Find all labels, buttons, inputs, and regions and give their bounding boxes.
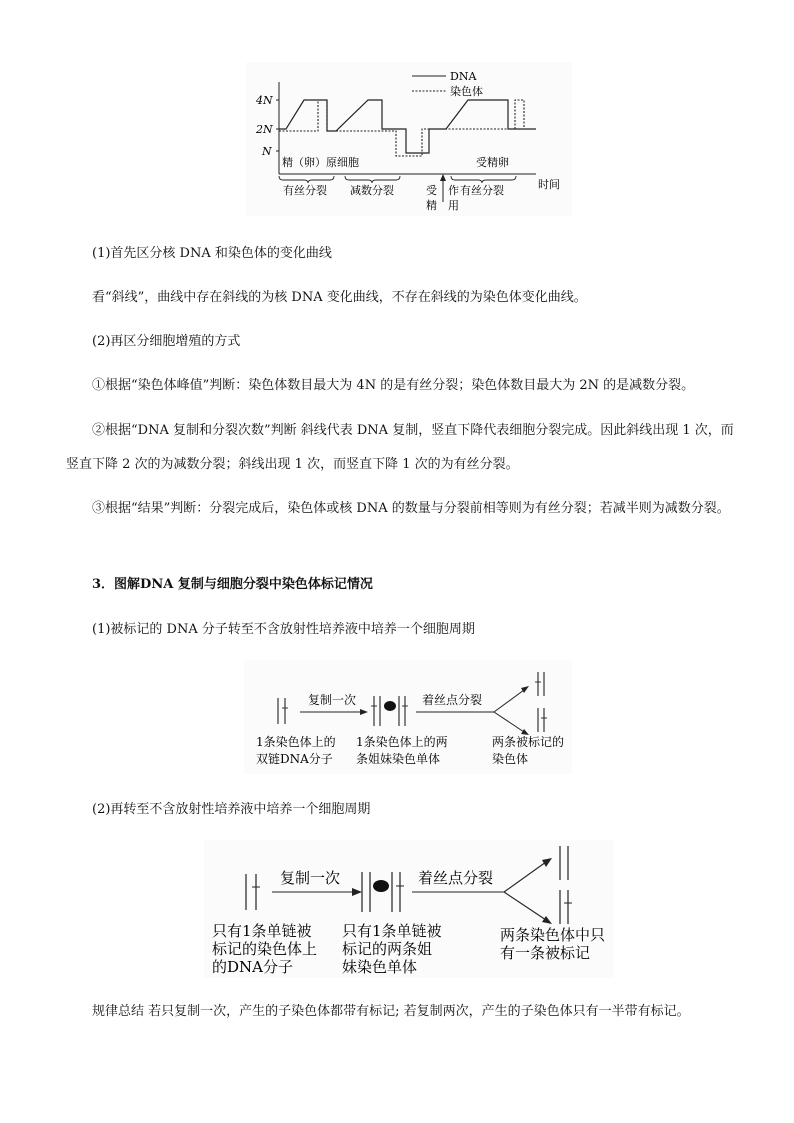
bracket-meiosis: [345, 176, 400, 183]
paragraph-step1-heading: (1)首先区分核 DNA 和染色体的变化曲线: [92, 246, 332, 261]
chromosome-curve: [279, 100, 536, 156]
sister-chromatids: [371, 696, 408, 726]
y-tick-4n: 4N: [256, 94, 273, 107]
caption-dna-l1: 只有1条单链被: [212, 922, 312, 940]
phase-label-fert-1b: 精: [426, 199, 437, 212]
paragraph-method1: ①根据“染色体峰值”判断：染色体数目最大为 4N 的是有丝分裂；染色体数目最大为 2N 的是减数分裂。: [92, 378, 695, 393]
paragraph-rule-summary: 规律总结 若只复制一次，产生的子染色体都带有标记; 若复制两次，产生的子染色体只有一半带有标记。: [92, 1004, 690, 1019]
caption-dna-l1: 1条染色体上的: [256, 735, 336, 749]
legend-chromosome-label: 染色体: [450, 85, 483, 98]
paragraph-step1-body: 看“斜线”，曲线中存在斜线的为核 DNA 变化曲线，不存在斜线的为染色体变化曲线。: [92, 290, 587, 305]
paragraph-method3: ③根据“结果”判断：分裂完成后，染色体或核 DNA 的数量与分裂前相等则为有丝分裂；若减半则为减数分裂。: [92, 501, 730, 516]
dna-single-labeled: [246, 874, 260, 910]
paragraph-case1: (1)被标记的 DNA 分子转至不含放射性培养液中培养一个细胞周期: [92, 622, 475, 637]
region-label-germ-cell: 精（卵）原细胞: [282, 156, 359, 169]
paragraph-method2: ②根据“DNA 复制和分裂次数”判断 斜线代表 DNA 复制，竖直下降代表细胞分裂完成。因此斜线出现 1 次，而竖直下降 2 次的为减数分裂；斜线出现 1 次，而竖直下降 1 次的为有丝分裂。: [66, 423, 734, 472]
caption-chromatids-l3: 妹染色单体: [342, 958, 418, 976]
caption-daughters-l2: 染色体: [492, 752, 529, 766]
caption-dna-l2: 标记的染色体上: [212, 940, 318, 958]
labeling-diagram-cycle2: [204, 840, 614, 978]
paragraph-step2-heading: (2)再区分细胞增殖的方式: [92, 334, 241, 349]
caption-daughters-l2: 有一条被标记: [500, 944, 591, 962]
caption-chromatids-l2: 标记的两条姐: [342, 940, 433, 958]
arrow-split-label: 着丝点分裂: [422, 693, 483, 707]
paragraph-case2: (2)再转至不含放射性培养液中培养一个细胞周期: [92, 802, 371, 817]
bracket-mitosis: [279, 176, 334, 183]
phase-label-mitosis2: 有丝分裂: [460, 184, 504, 197]
y-tick-n: N: [262, 145, 272, 158]
dna-chromosome-curve-chart: [246, 62, 572, 216]
phase-label-fert-1a: 受: [426, 184, 437, 197]
caption-dna-l2: 双链DNA分子: [256, 752, 333, 766]
legend-dna-label: DNA: [450, 70, 477, 83]
arrow-replicate-label: 复制一次: [280, 869, 341, 887]
centromere: [384, 701, 396, 711]
phase-label-fert-2b: 用: [448, 199, 459, 212]
caption-dna-l3: 的DNA分子: [212, 958, 293, 976]
sister-chromatids: [362, 872, 404, 912]
y-tick-2n: 2N: [256, 123, 273, 136]
caption-chromatids-l1: 1条染色体上的两: [356, 735, 448, 749]
centromere: [373, 880, 389, 892]
section-heading-3: 3．图解DNA 复制与细胞分裂中染色体标记情况: [92, 577, 373, 592]
bracket-mitosis2: [451, 176, 516, 183]
caption-daughters-l1: 两条被标记的: [492, 735, 565, 749]
daughter-chromosome-top: [535, 672, 544, 696]
daughter-chromosome-unlabeled: [560, 846, 568, 880]
daughter-chromosome-bottom: [538, 708, 547, 732]
arrow-replicate-label: 复制一次: [308, 693, 357, 707]
caption-chromatids-l1: 只有1条单链被: [342, 922, 442, 940]
dna-double-strand: [278, 698, 288, 724]
daughter-chromosome-labeled: [560, 890, 572, 924]
caption-daughters-l1: 两条染色体中只: [500, 926, 606, 944]
phase-label-meiosis: 减数分裂: [350, 184, 394, 197]
labeling-diagram-cycle1: [244, 660, 572, 774]
caption-chromatids-l2: 条姐妹染色单体: [356, 752, 441, 766]
phase-label-fert-2a: 作: [448, 184, 459, 197]
arrow-split-label: 着丝点分裂: [418, 869, 494, 887]
x-axis-label: 时间: [538, 178, 560, 191]
region-label-zygote: 受精卵: [476, 156, 509, 169]
phase-label-mitosis: 有丝分裂: [283, 184, 327, 197]
